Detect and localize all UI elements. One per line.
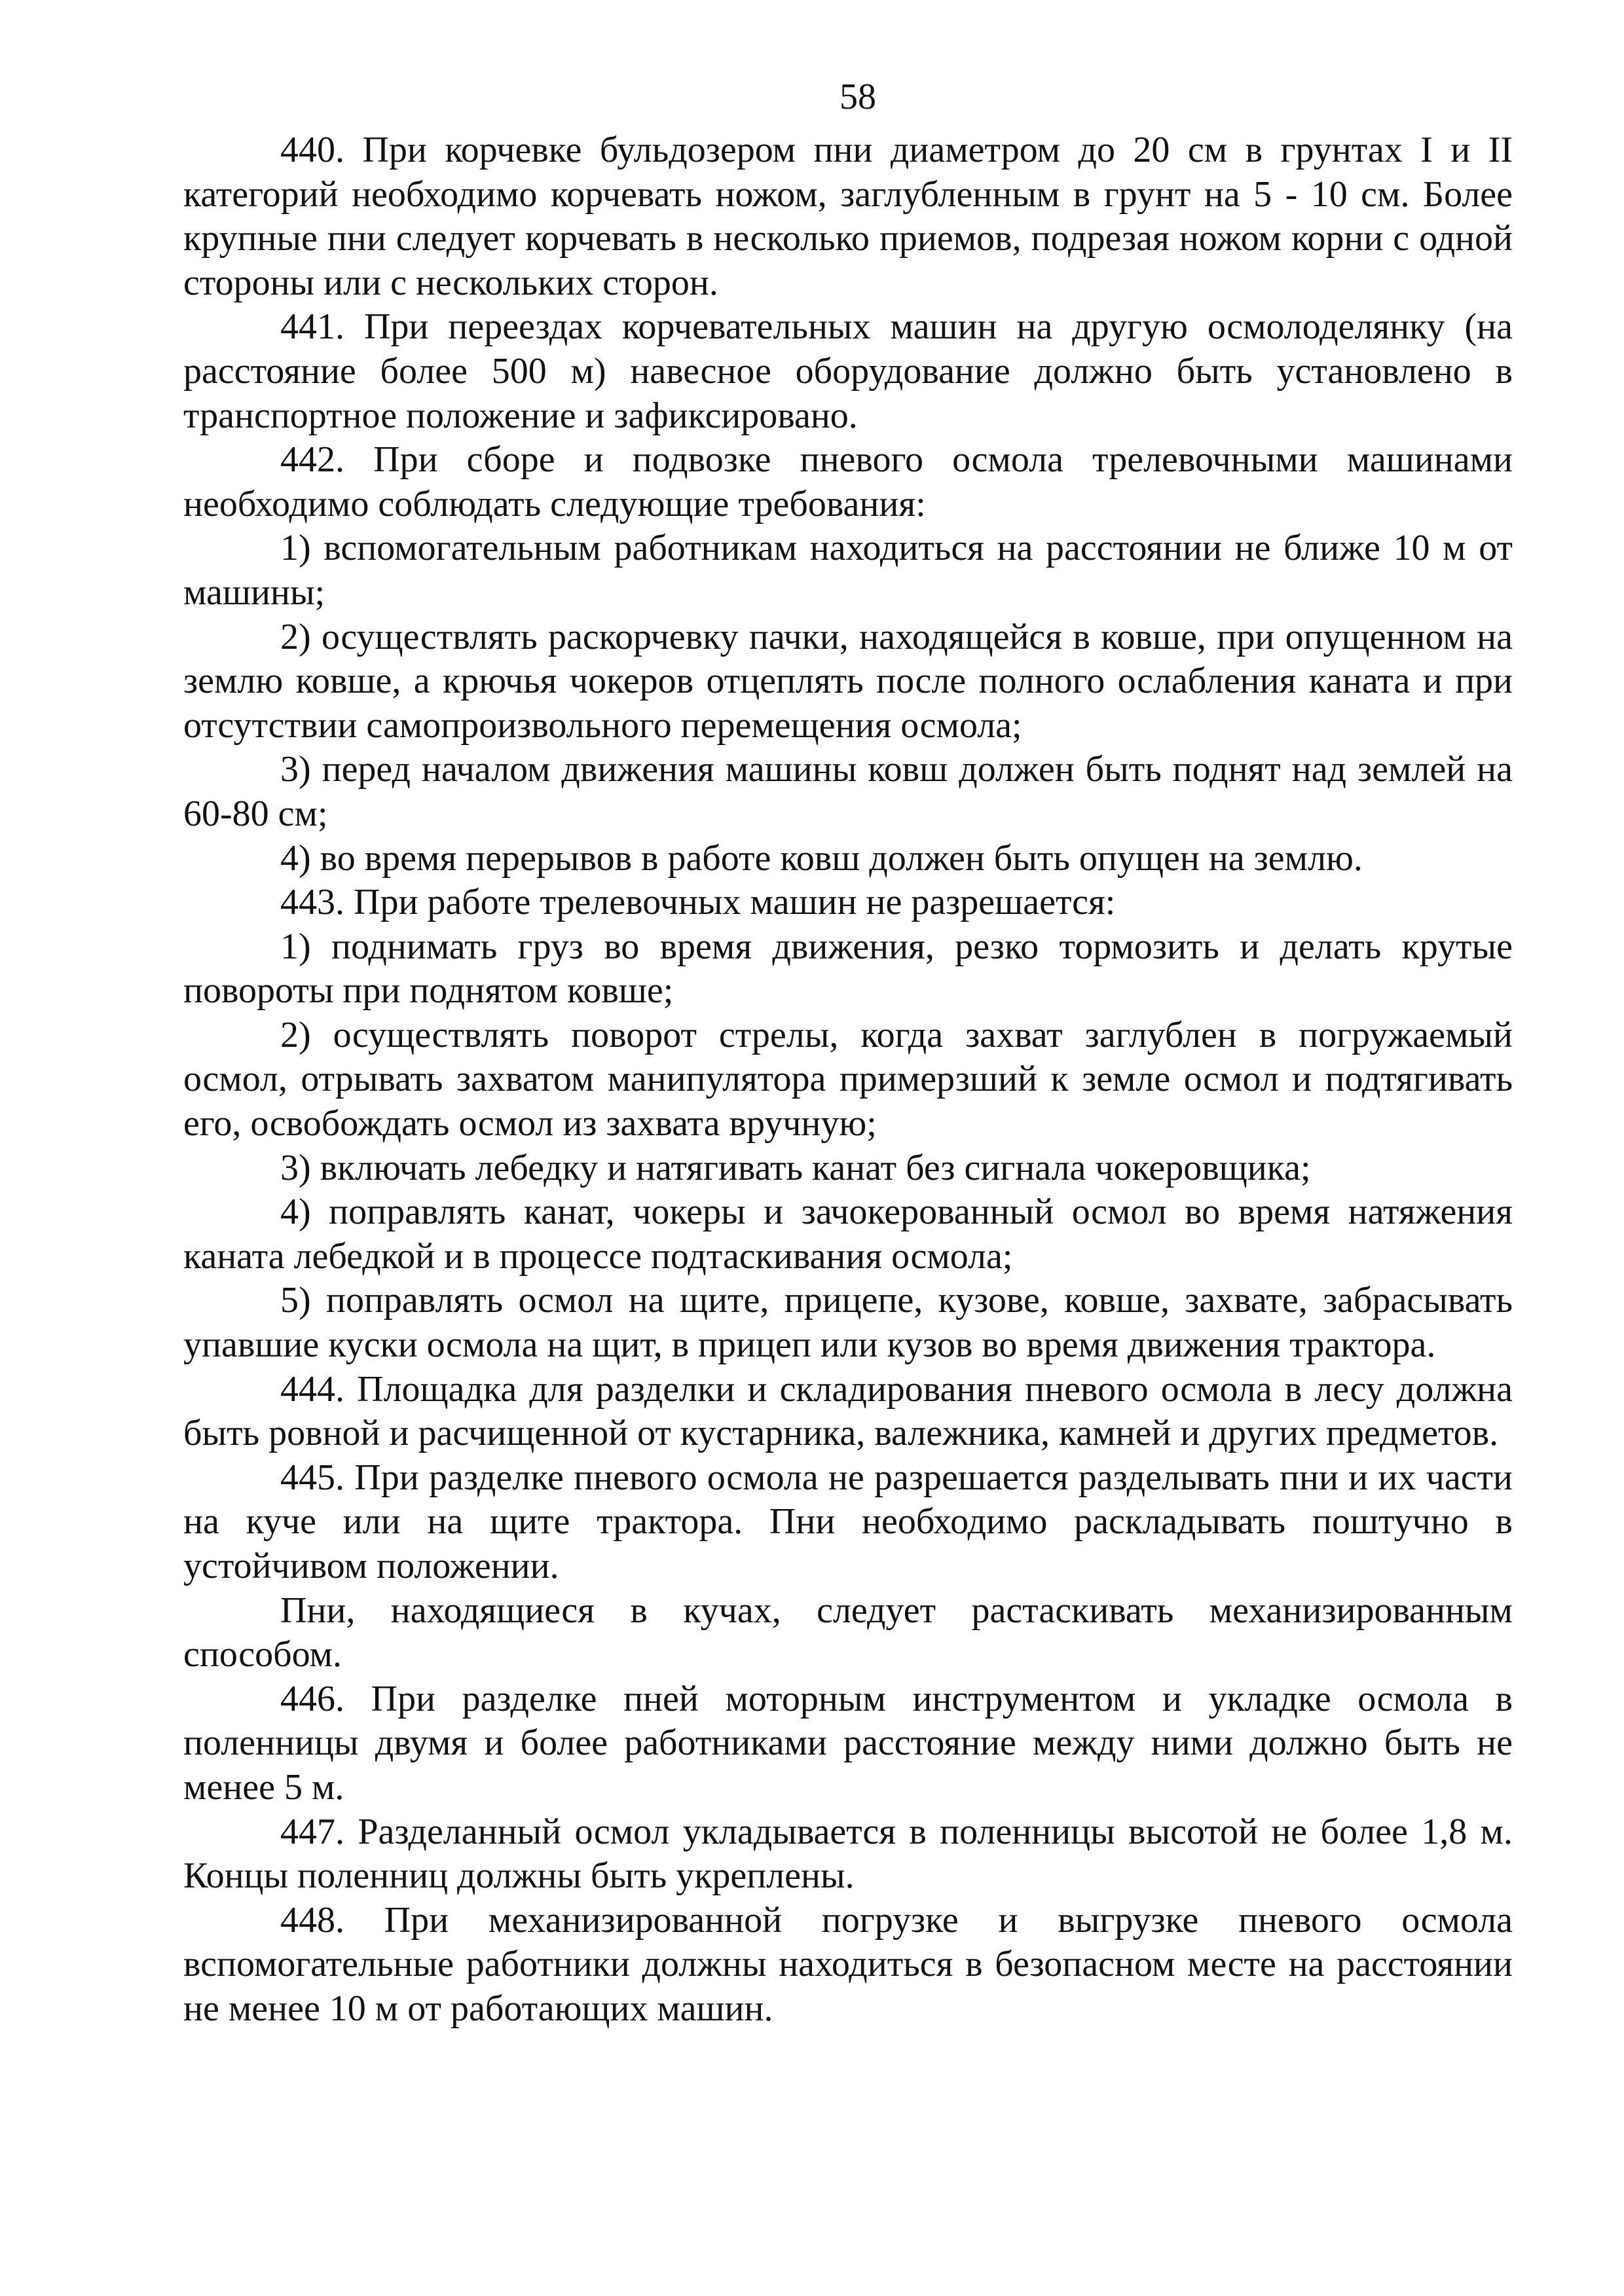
paragraph-443-item-4: 4) поправлять канат, чокеры и зачокерованный осмол во время натяжения каната лебедкой и в процессе подтаскивания осмола;: [183, 1192, 1513, 1277]
paragraph-447: 447. Разделанный осмол укладывается в поленницы высотой не более 1,8 м. Концы поленниц должны быть укреплены.: [183, 1811, 1513, 1897]
document-body: [183, 128, 1513, 2032]
paragraph-442-item-1: 1) вспомогательным работникам находиться на расстоянии не ближе 10 м от машины;: [183, 528, 1513, 613]
page-number: 58: [840, 77, 876, 117]
paragraph-442-item-4: 4) во время перерывов в работе ковш должен быть опущен на землю.: [280, 837, 1363, 879]
paragraph-446: 446. При разделке пней моторным инструментом и укладке осмола в поленницы двумя и более работниками расстояние между ними должно быть не менее 5 м.: [183, 1678, 1513, 1808]
paragraph-443-item-1: 1) поднимать груз во время движения, резко тормозить и делать крутые повороты при поднятом ковше;: [183, 926, 1513, 1011]
paragraph-444: 444. Площадка для разделки и складирования пневого осмола в лесу должна быть ровной и расчищенной от кустарника, валежника, камней и других предметов.: [183, 1368, 1513, 1454]
paragraph-443-item-3: 3) включать лебедку и натягивать канат без сигнала чокеровщика;: [280, 1147, 1311, 1188]
paragraph-443: 443. При работе трелевочных машин не разрешается:: [280, 882, 1116, 923]
paragraph-445: 445. При разделке пневого осмола не разрешается разделывать пни и их части на куче или на щите трактора. Пни необходимо раскладывать поштучно в устойчивом положении.: [183, 1457, 1513, 1586]
paragraph-443-item-5: 5) поправлять осмол на щите, прицепе, кузове, ковше, захвате, забрасывать упавшие куски осмола на щит, в прицеп или кузов во время движения трактора.: [183, 1280, 1513, 1366]
paragraph-442: 442. При сборе и подвозке пневого осмола трелевочными машинами необходимо соблюдать следующие требования:: [183, 439, 1513, 524]
paragraph-443-item-2: 2) осуществлять поворот стрелы, когда захват заглублен в погружаемый осмол, отрывать захватом манипулятора примерзший к земле осмол и подтягивать его, освобождать осмол из захвата вручную;: [183, 1014, 1513, 1144]
paragraph-445-continuation: Пни, находящиеся в кучах, следует растаскивать механизированным способом.: [183, 1590, 1513, 1675]
paragraph-448: 448. При механизированной погрузке и выгрузке пневого осмола вспомогательные работники должны находиться в безопасном месте на расстоянии не менее 10 м от работающих машин.: [183, 1899, 1513, 2029]
paragraph-442-item-2: 2) осуществлять раскорчевку пачки, находящейся в ковше, при опущенном на землю ковше, а крючья чокеров отцеплять после полного ослабления каната и при отсутствии самопроизвольного перемещения осмола;: [183, 616, 1513, 746]
paragraph-442-item-3: 3) перед началом движения машины ковш должен быть поднят над землей на 60-80 см;: [183, 749, 1513, 834]
paragraph-440: 440. При корчевке бульдозером пни диаметром до 20 см в грунтах I и II категорий необходимо корчевать ножом, заглубленным в грунт на 5 - 10 см. Более крупные пни следует корчевать в несколько приемов, подрезая ножом корни с одной стороны или с нескольких сторон.: [183, 130, 1513, 303]
paragraph-441: 441. При переездах корчевательных машин на другую осмолоделянку (на расстояние более 500 м) навесное оборудование должно быть установлено в транспортное положение и зафиксировано.: [183, 306, 1513, 436]
